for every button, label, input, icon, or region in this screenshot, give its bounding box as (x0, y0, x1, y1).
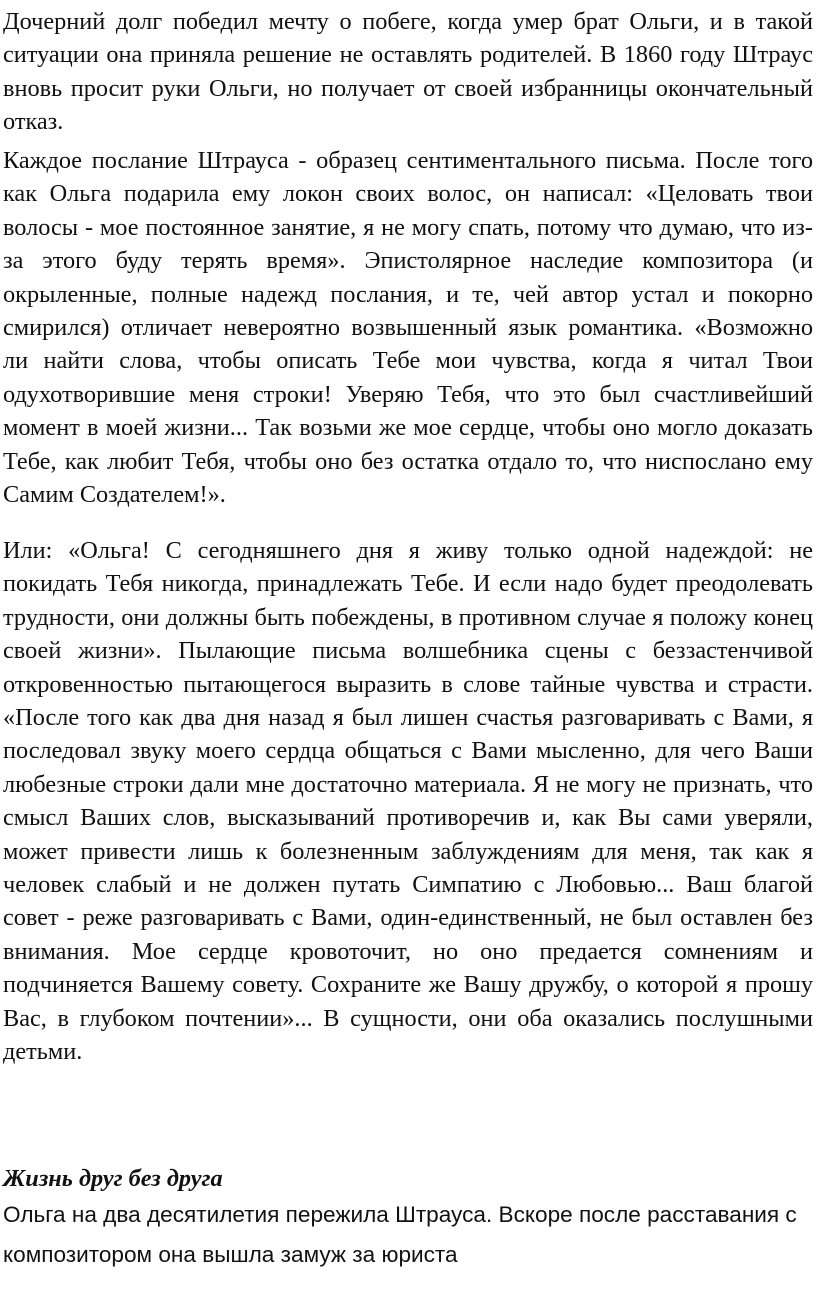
paragraph-1: Дочерний долг победил мечту о побеге, когда умер брат Ольги, и в такой ситуации она приняла решение не оставлять родителей. В 1860 году Штраус вновь просит руки Ольги, но получает от своей избранницы окончательный отказ. (3, 8, 813, 136)
section-paragraph: Ольга на два десятилетия пережила Штрауса. Вскоре после расставания с композитором она вышла замуж за юриста (3, 1202, 797, 1267)
paragraph-2: Каждое послание Штрауса - образец сентиментального письма. После того как Ольга подарила ему локон своих волос, он написал: «Целовать твои волосы - мое постоянное занятие, я не могу спать, потому что думаю, что из-за этого буду терять время». Эпистолярное наследие композитора (и окрыленные, полные надежд послания, и те, чей автор устал и покорно смирился) отличает невероятно возвышенный язык романтика. «Возможно ли найти слова, чтобы описать Тебе мои чувства, когда я читал Твои одухотворившие меня строки! Уверяю Тебя, что это был счастливейший момент в моей жизни... Так возьми же мое сердце, чтобы оно могло доказать Тебе, как любит Тебя, чтобы оно без остатка отдало то, что ниспослано ему Самим Создателем!». (3, 147, 813, 509)
section-heading: Жизнь друг без друга (3, 1165, 223, 1192)
paragraph-3: Или: «Ольга! С сегодняшнего дня я живу только одной надеждой: не покидать Тебя никогда, принадлежать Тебе. И если надо будет преодолевать трудности, они должны быть побеждены, в противном случае я положу конец своей жизни». Пылающие письма волшебника сцены с беззастенчивой откровенностью пытающегося выразить в слове тайные чувства и страсти. «После того как два дня назад я был лишен счастья разговаривать с Вами, я последовал звуку моего сердца общаться с Вами мысленно, для чего Ваши любезные строки дали мне достаточно материала. Я не могу не признать, что смысл Ваших слов, высказываний противоречив и, как Вы сами уверяли, может привести лишь к болезненным заблуждениям для меня, так как я человек слабый и не должен путать Симпатию с Любовью... Ваш благой совет - реже разговаривать с Вами, один-единственный, не был оставлен без внимания. Мое сердце кровоточит, но оно предается сомнениям и подчиняется Вашему совету. Сохраните же Вашу дружбу, о которой я прошу Вас, в глубоком почтении»... В сущности, они оба оказались послушными детьми. (3, 537, 813, 1066)
